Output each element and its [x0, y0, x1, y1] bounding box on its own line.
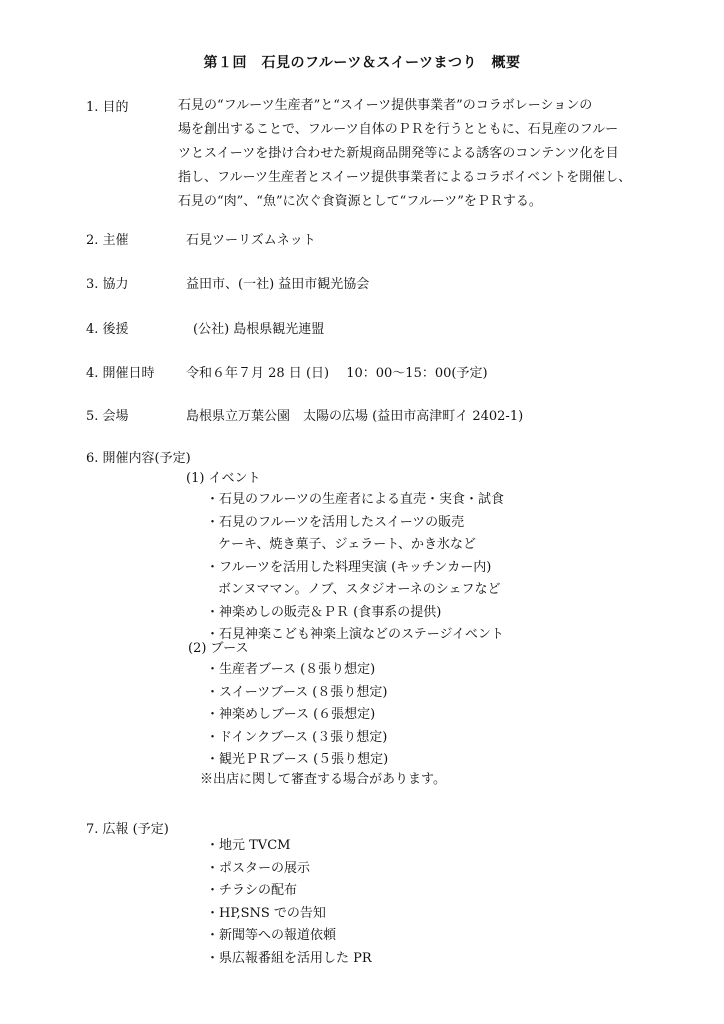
list-item: ・フルーツを活用した料理実演 (キッチンカー内): [206, 559, 492, 575]
subsection-event-label: (1) イベント: [186, 471, 261, 486]
datetime-value: 令和６年７月 28 日 (日) 10：00～15：00(予定): [186, 366, 488, 381]
list-item: ・石見のフルーツの生産者による直売・実食・試食: [206, 492, 504, 507]
section-organizer-label: 2. 主催: [86, 233, 129, 248]
list-item: ボンヌママン。ノブ、スタジオーネのシェフなど: [218, 582, 501, 597]
purpose-line: 石見の“肉”、“魚”に次ぐ食資源として“フルーツ”をＰＲする。: [178, 194, 542, 209]
section-publicity-label: 7. 広報 (予定): [86, 822, 169, 837]
list-item: ・神楽めしの販売＆ＰＲ (食事系の提供): [206, 604, 442, 620]
list-item: ・ポスターの展示: [206, 860, 311, 876]
list-item: ・石見のフルーツを活用したスイーツの販売: [206, 514, 465, 530]
cooperation-value: 益田市、(一社) 益田市観光協会: [186, 277, 370, 292]
organizer-value: 石見ツーリズムネット: [186, 233, 316, 248]
purpose-line: ツとスイーツを掛け合わせた新規商品開発等による誘客のコンテンツ化を目: [178, 146, 619, 161]
list-item: ケーキ、焼き菓子、ジェラート、かき氷など: [218, 537, 477, 552]
section-support-label: 4. 後援: [86, 322, 129, 337]
list-item: ・地元 TVCM: [206, 838, 291, 853]
venue-value: 島根県立万葉公園 太陽の広場 (益田市高津町イ 2402-1): [186, 409, 524, 424]
list-item: ・生産者ブース (８張り想定): [206, 662, 376, 677]
purpose-line: 指し、フルーツ生産者とスイーツ提供事業者によるコラボイベントを開催し、: [178, 170, 632, 185]
section-cooperation-label: 3. 協力: [86, 277, 129, 292]
list-item: ・石見神楽こども神楽上演などのステージイベント: [206, 627, 504, 642]
purpose-line: 場を創出することで、フルーツ自体のＰＲを行うとともに、石見産のフルー: [178, 122, 619, 137]
section-purpose-label: 1. 目的: [86, 100, 129, 115]
event-list: [206, 489, 504, 647]
subsection-booth-label: (2) ブース: [188, 641, 249, 656]
section-content-label: 6. 開催内容(予定): [86, 451, 191, 466]
list-item: ・ドインクブース (３張り想定): [206, 729, 388, 745]
booth-note: ※出店に関して審査する場合があります。: [200, 772, 446, 787]
list-item: ・新聞等への報道依頼: [206, 928, 337, 943]
support-value: (公社) 島根県観光連盟: [193, 322, 325, 337]
list-item: ・チラシの配布: [206, 883, 298, 898]
list-item: ・スイーツブース (８張り想定): [206, 684, 388, 700]
list-item: ・神楽めしブース (６張想定): [206, 707, 376, 722]
section-datetime-label: 4. 開催日時: [86, 366, 155, 381]
list-item: ・観光ＰＲブース (５張り想定): [206, 752, 389, 767]
purpose-paragraph: [178, 94, 658, 214]
publicity-list: [206, 835, 372, 970]
booth-list: [206, 659, 388, 772]
purpose-line: 石見の“フルーツ生産者”と“スイーツ提供事業者”のコラボレーションの: [178, 98, 593, 113]
list-item: ・県広報番組を活用した PR: [206, 950, 372, 966]
section-venue-label: 5. 会場: [86, 409, 129, 424]
document-title: 第１回 石見のフルーツ＆スイーツまつり 概要: [203, 55, 521, 71]
list-item: ・HP,SNS での告知: [206, 905, 326, 921]
